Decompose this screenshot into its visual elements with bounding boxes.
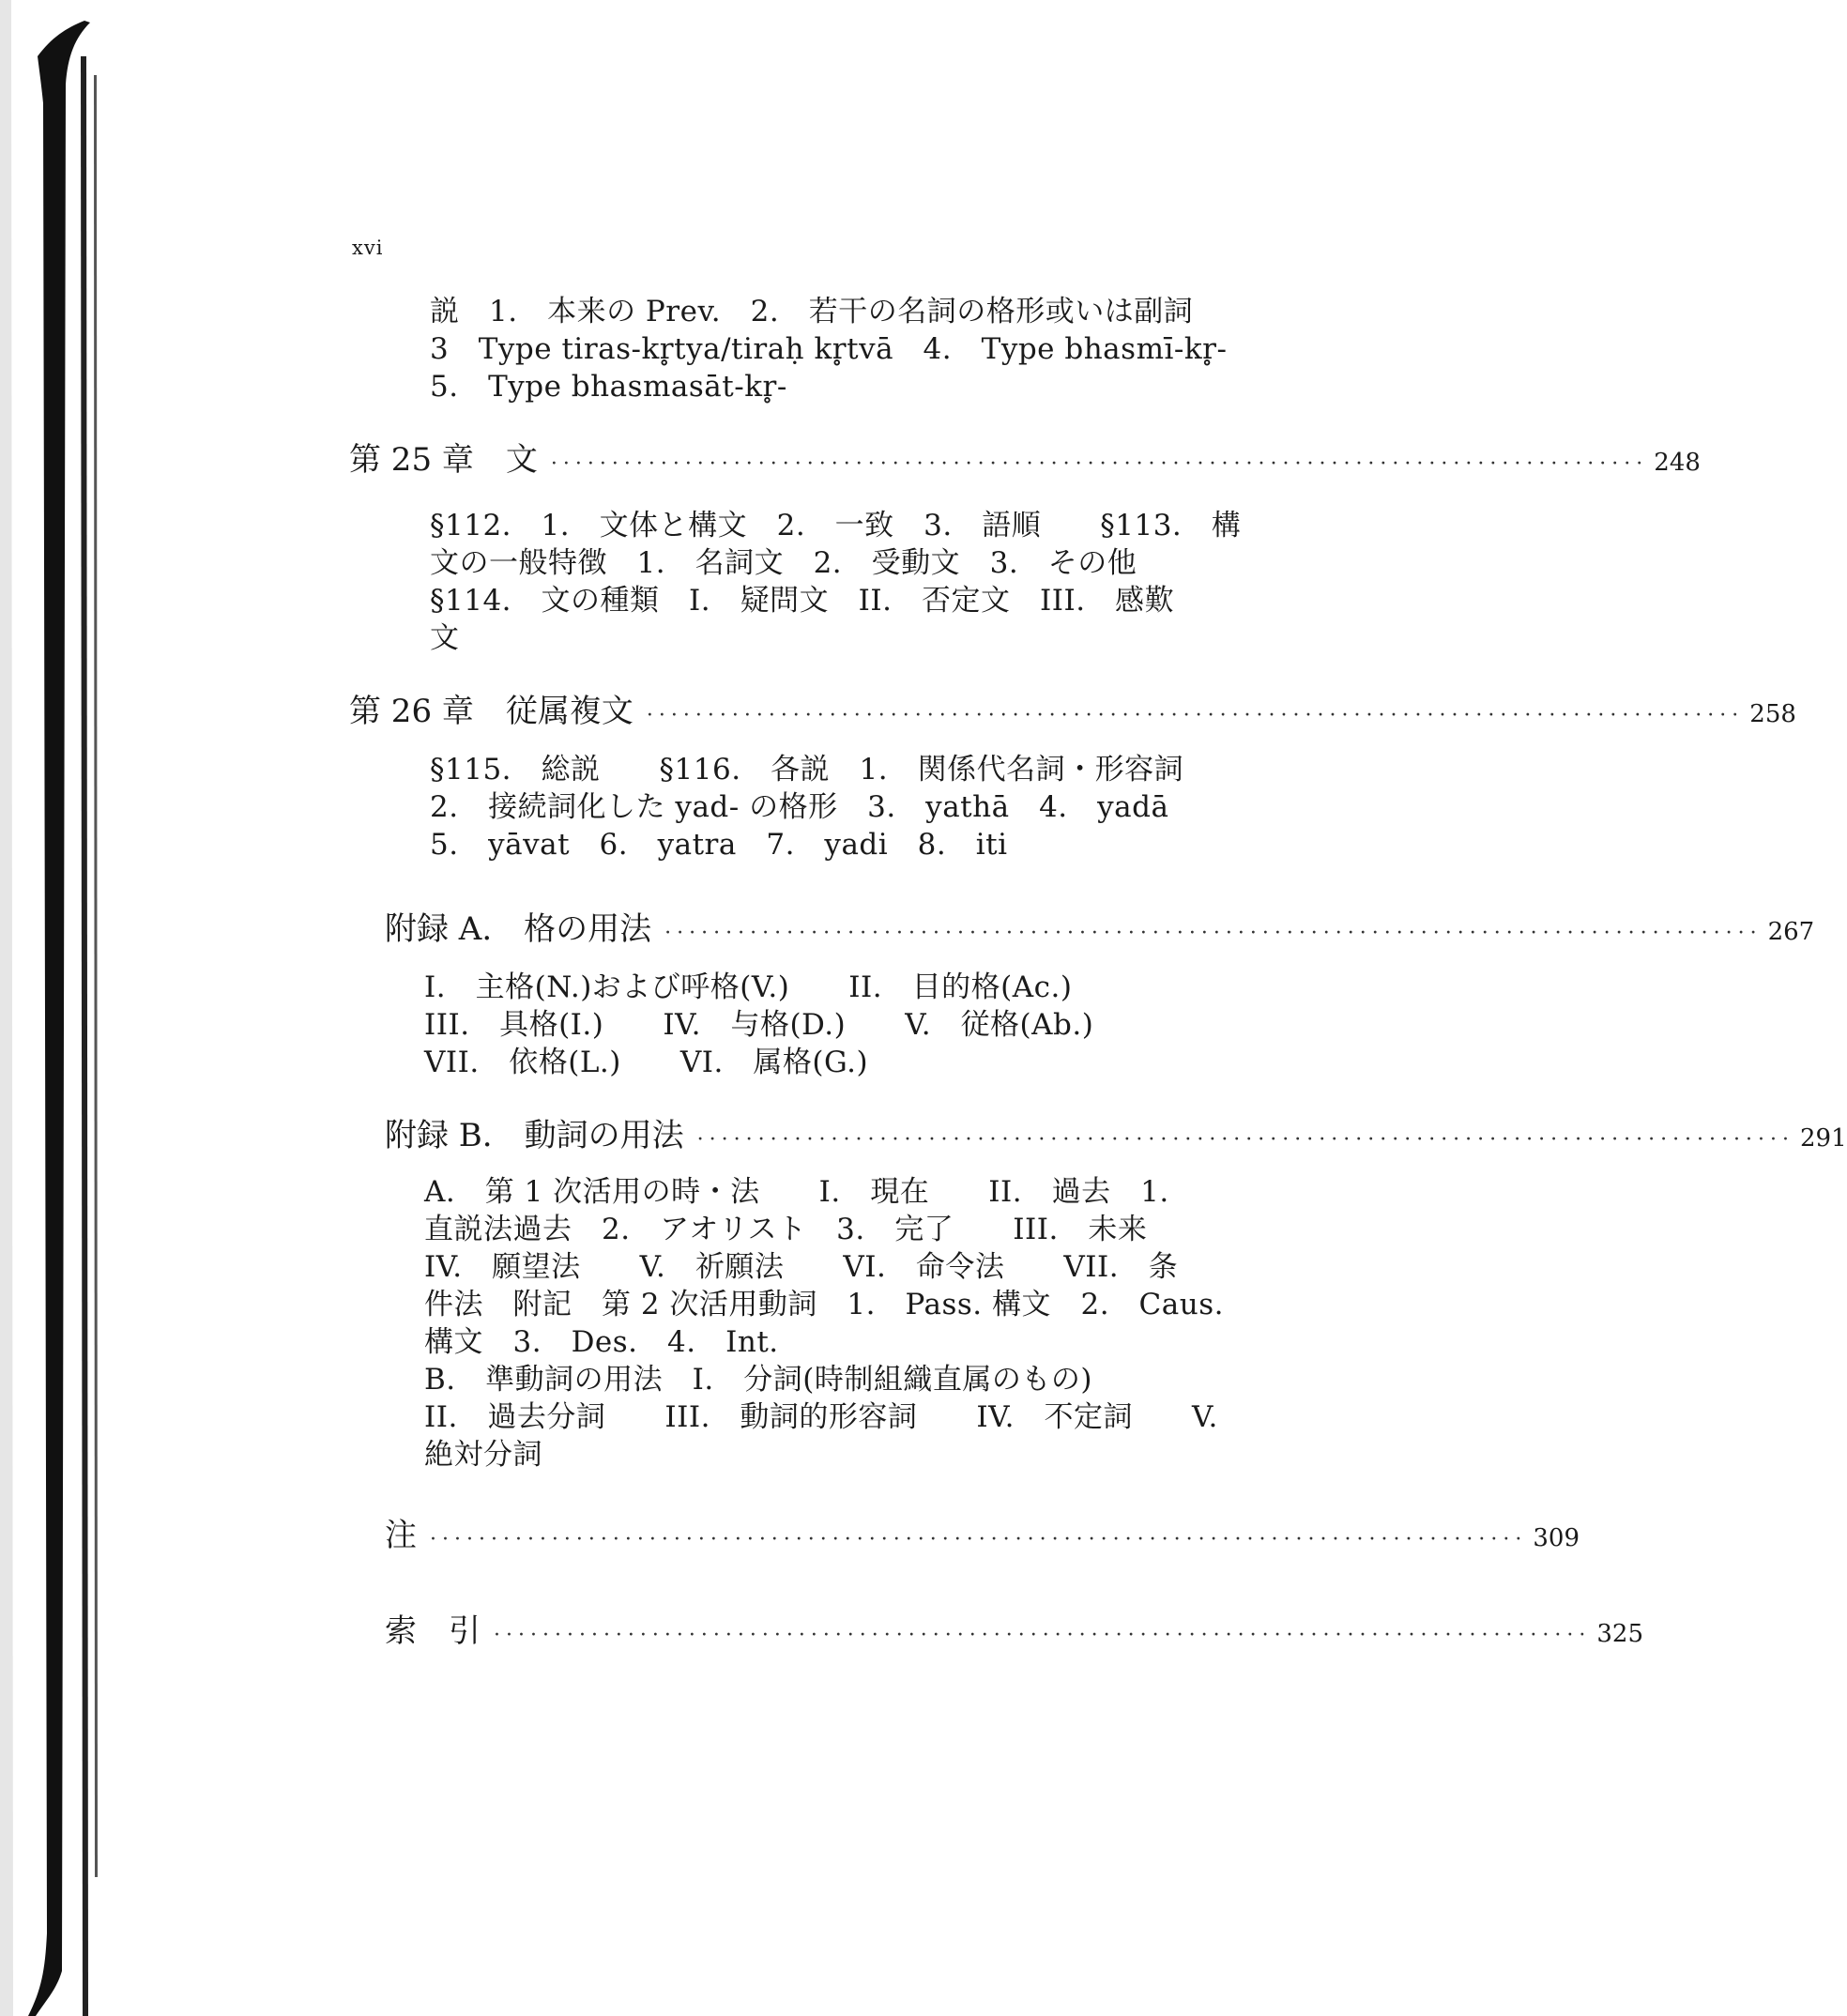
entry-2-line: 5. yāvat 6. yatra 7. yadi 8. iti <box>430 828 1008 862</box>
entry-4-text <box>424 1173 1224 1474</box>
entry-0-text <box>430 293 1227 405</box>
entry-4-line: A. 第 1 次活用の時・法 I. 現在 II. 過去 1. <box>424 1175 1169 1209</box>
toc-entry-chapter-26 <box>349 685 1796 730</box>
toc-entry-title: 第 25 章 文 <box>349 441 538 479</box>
dot-leader: ·························································································· <box>696 1128 1794 1152</box>
entry-1-line: 文 <box>430 621 460 655</box>
entry-3-line: III. 具格(I.) IV. 与格(D.) V. 従格(Ab.) <box>424 1008 1094 1042</box>
entry-0-line: 5. Type bhasmasāt-kr̥- <box>430 370 787 404</box>
entry-2-line: 2. 接続詞化した yad- の格形 3. yathā 4. yadā <box>430 790 1169 824</box>
toc-entry-chapter-25 <box>349 434 1701 479</box>
dot-leader: ·························································································· <box>430 1528 1528 1551</box>
dot-leader: ·························································································· <box>664 922 1763 945</box>
entry-4-line: 件法 附記 第 2 次活用動詞 1. Pass. 構文 2. Caus. <box>424 1288 1224 1321</box>
binding-edge <box>0 0 108 2016</box>
entry-0-line: 説 1. 本来の Prev. 2. 若干の名詞の格形或いは副詞 <box>430 295 1194 328</box>
toc-entry-title: 索 引 <box>385 1612 481 1650</box>
entry-2-line: §115. 総説 §116. 各説 1. 関係代名詞・形容詞 <box>430 753 1184 787</box>
entry-1-line: §112. 1. 文体と構文 2. 一致 3. 語順 §113. 構 <box>430 509 1242 542</box>
toc-entry-title: 注 <box>385 1517 417 1554</box>
entry-4-line: IV. 願望法 V. 祈願法 VI. 命令法 VII. 条 <box>424 1250 1179 1284</box>
page-number: xvi <box>352 237 384 259</box>
entry-1-text <box>430 507 1241 657</box>
dot-leader: ·························································································· <box>646 704 1745 727</box>
entry-4-line: 構文 3. Des. 4. Int. <box>424 1325 779 1359</box>
entry-0-line: 3 Type tiras-kr̥tya/tiraḥ kr̥tvā 4. Type bhasmī-kr̥- <box>430 332 1228 366</box>
entry-3-text <box>424 969 1093 1081</box>
entry-3-line: VII. 依格(L.) VI. 属格(G.) <box>424 1046 869 1079</box>
toc-entry-page: 258 <box>1749 700 1796 728</box>
dot-leader: ·························································································· <box>550 452 1649 476</box>
entry-4-line: II. 過去分詞 III. 動詞的形容詞 IV. 不定詞 V. <box>424 1400 1218 1434</box>
toc-entry-title: 附録 A. 格の用法 <box>385 910 652 948</box>
toc-entry-appendix-a <box>385 903 1815 948</box>
entry-3-line: I. 主格(N.)および呼格(V.) II. 目的格(Ac.) <box>424 970 1073 1004</box>
entry-2-text <box>430 751 1183 863</box>
entry-1-line: §114. 文の種類 I. 疑問文 II. 否定文 III. 感歎 <box>430 584 1175 618</box>
toc-entry-title: 附録 B. 動詞の用法 <box>385 1117 684 1154</box>
toc-entry-index <box>385 1605 1644 1650</box>
entry-1-line: 文の一般特徴 1. 名詞文 2. 受動文 3. その他 <box>430 546 1137 580</box>
entry-4-line: 直説法過去 2. アオリスト 3. 完了 III. 未来 <box>424 1213 1148 1246</box>
toc-entry-page: 309 <box>1533 1524 1580 1552</box>
toc-entry-appendix-b <box>385 1109 1847 1154</box>
toc-entry-title: 第 26 章 従属複文 <box>349 693 633 730</box>
toc-entry-notes <box>385 1509 1580 1554</box>
toc-entry-page: 291 <box>1800 1124 1847 1153</box>
toc-entry-page: 267 <box>1767 918 1815 946</box>
dot-leader: ·························································································· <box>494 1624 1592 1647</box>
entry-4-line: 絶対分詞 <box>424 1438 542 1472</box>
entry-4-line: B. 準動詞の用法 I. 分詞(時制組織直属のもの) <box>424 1363 1092 1397</box>
toc-entry-page: 248 <box>1654 449 1701 477</box>
toc-entry-page: 325 <box>1596 1620 1644 1648</box>
